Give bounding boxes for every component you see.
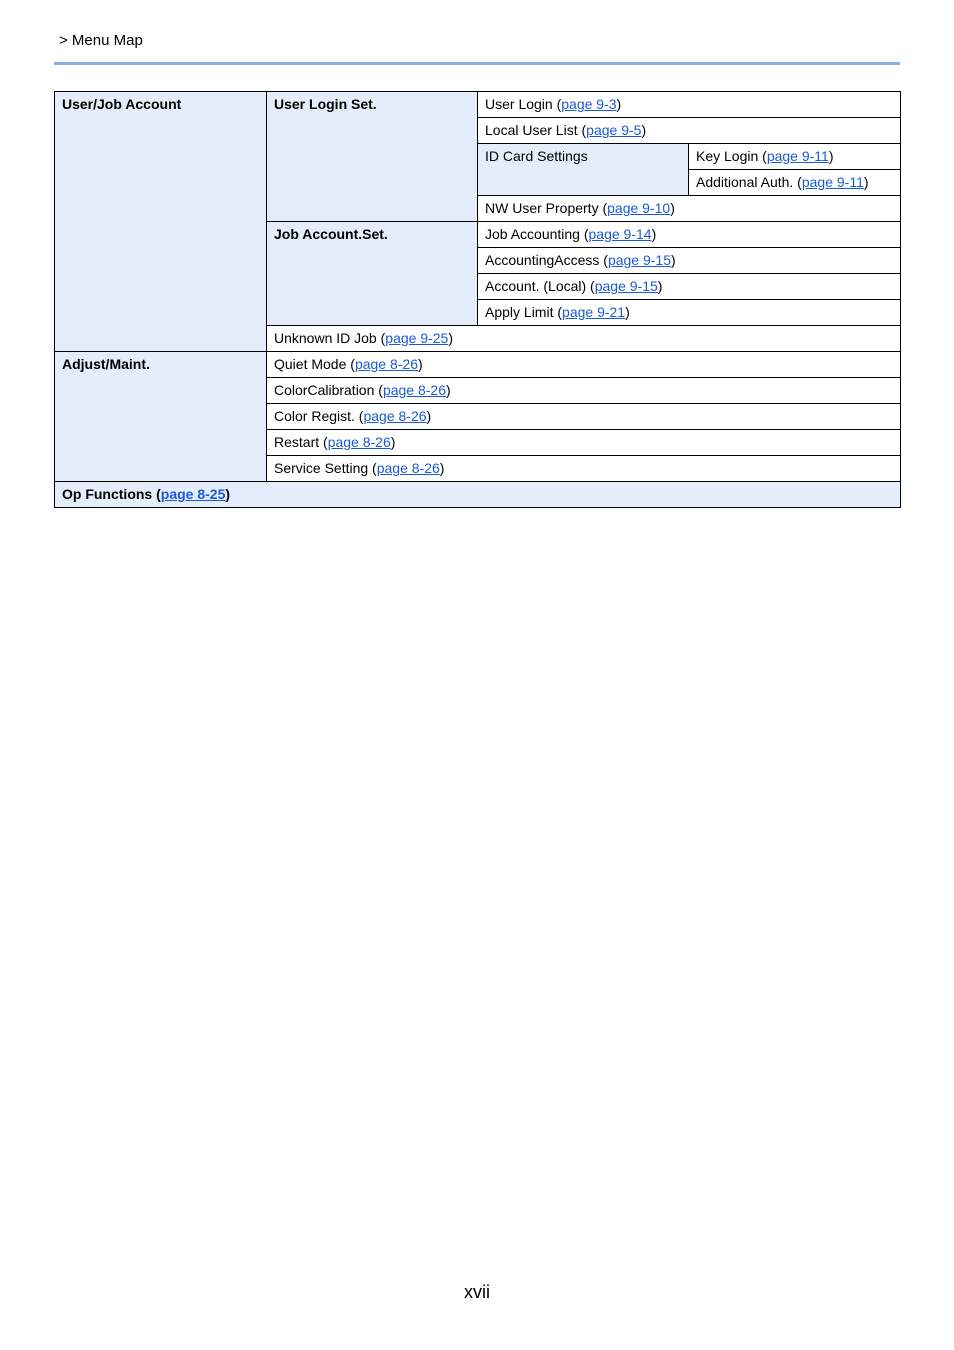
page-link[interactable]: page 8-25 — [160, 486, 226, 502]
page-link[interactable]: page 9-5 — [586, 122, 642, 138]
category-op-functions: Op Functions (page 8-25) — [55, 482, 901, 508]
table-row — [55, 352, 901, 378]
page-link[interactable]: page 9-3 — [561, 96, 617, 112]
menu-item-color-calibration: ColorCalibration (page 8-26) — [267, 378, 901, 404]
menu-item-key-login: Key Login (page 9-11) — [689, 144, 901, 170]
page-link[interactable]: page 8-26 — [327, 434, 391, 450]
menu-item-service-setting: Service Setting (page 8-26) — [267, 456, 901, 482]
page-link[interactable]: page 8-26 — [363, 408, 427, 424]
menu-item-job-accounting: Job Accounting (page 9-14) — [478, 222, 901, 248]
menu-item-user-login: User Login (page 9-3) — [478, 92, 901, 118]
menu-item-nw-user-property: NW User Property (page 9-10) — [478, 196, 901, 222]
group-job-account-set: Job Account.Set. — [267, 222, 478, 326]
menu-item-local-user-list: Local User List (page 9-5) — [478, 118, 901, 144]
header-divider — [54, 62, 900, 65]
menu-item-unknown-id-job: Unknown ID Job (page 9-25) — [267, 326, 901, 352]
menu-item-account-local: Account. (Local) (page 9-15) — [478, 274, 901, 300]
menu-item-quiet-mode: Quiet Mode (page 8-26) — [267, 352, 901, 378]
category-adjust-maint: Adjust/Maint. — [55, 352, 267, 482]
page-link[interactable]: page 9-15 — [607, 252, 672, 268]
category-user-job-account: User/Job Account — [55, 92, 267, 352]
page-link[interactable]: page 9-21 — [562, 304, 626, 320]
page-link[interactable]: page 8-26 — [376, 460, 440, 476]
page-link[interactable]: page 9-15 — [594, 278, 658, 294]
breadcrumb: > Menu Map — [59, 32, 143, 49]
page-number: xvii — [464, 1282, 490, 1302]
page-link[interactable]: page 8-26 — [382, 382, 446, 398]
menu-item-apply-limit: Apply Limit (page 9-21) — [478, 300, 901, 326]
page-link[interactable]: page 9-14 — [588, 226, 652, 242]
menu-map-table — [54, 91, 901, 508]
page-link[interactable]: page 9-11 — [766, 148, 829, 164]
page-link[interactable]: page 9-25 — [385, 330, 449, 346]
table-row — [55, 92, 901, 118]
menu-item-color-regist: Color Regist. (page 8-26) — [267, 404, 901, 430]
menu-item-accounting-access: AccountingAccess (page 9-15) — [478, 248, 901, 274]
menu-item-restart: Restart (page 8-26) — [267, 430, 901, 456]
page-link[interactable]: page 9-10 — [607, 200, 671, 216]
menu-item-additional-auth: Additional Auth. (page 9-11) — [689, 170, 901, 196]
group-id-card-settings: ID Card Settings — [478, 144, 689, 196]
page-link[interactable]: page 8-26 — [354, 356, 418, 372]
group-user-login-set: User Login Set. — [267, 92, 478, 222]
page-link[interactable]: page 9-11 — [801, 174, 864, 190]
table-row — [55, 482, 901, 508]
